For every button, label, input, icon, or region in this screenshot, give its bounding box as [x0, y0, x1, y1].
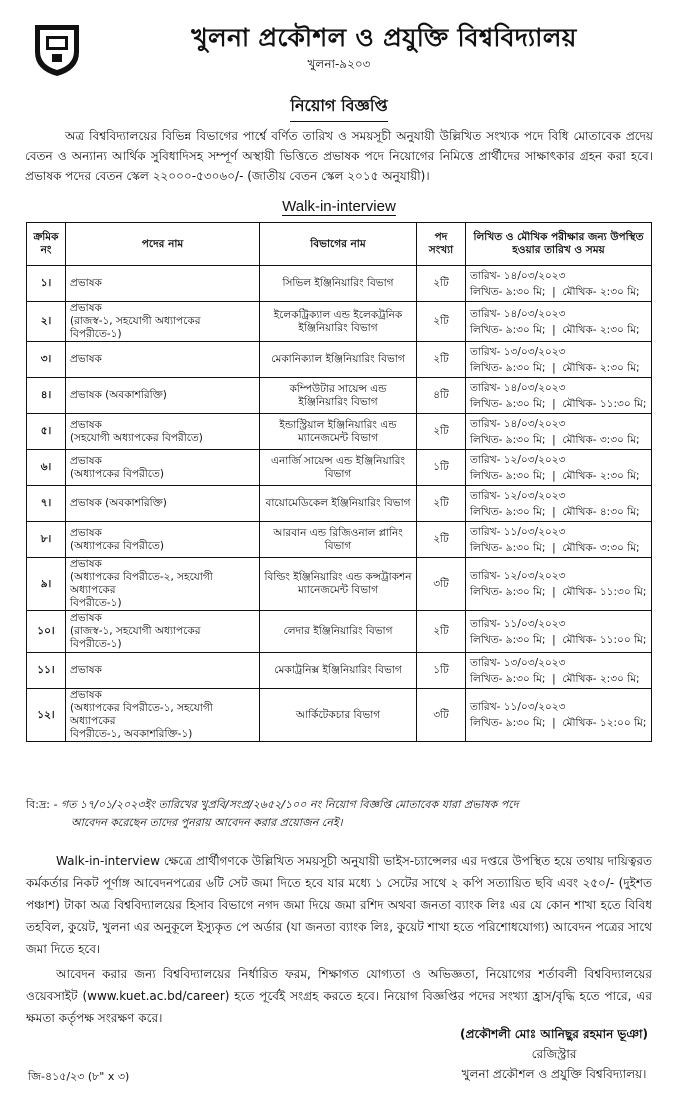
- post-note: (অধ্যাপকের বিপরীতে-২, সহযোগী অধ্যাপকের: [70, 571, 213, 596]
- date-label: তারিখ-: [470, 381, 501, 394]
- count-cell: ৪টি: [417, 378, 466, 414]
- written-label: লিখিত-: [470, 285, 503, 298]
- post-name: প্রভাষক: [70, 664, 102, 676]
- viva-time: ২:৩০ মি;: [599, 672, 640, 685]
- post-cell: [66, 342, 260, 378]
- dept-cell: মেকানিক্যাল ইঞ্জিনিয়ারিং বিভাগ: [260, 342, 417, 378]
- post-note-cont: বিপরীতে-১, অবকাশরিক্তি-১): [70, 728, 193, 740]
- table-header-row: [27, 223, 652, 266]
- written-label: লিখিত-: [470, 541, 503, 554]
- viva-label: মৌখিক-: [562, 633, 597, 646]
- written-label: লিখিত-: [470, 361, 503, 374]
- viva-time: ২:৩০ মি;: [599, 361, 640, 374]
- dept-cell: বায়োমেডিকেল ইঞ্জিনিয়ারিং বিভাগ: [260, 486, 417, 522]
- dept-cell: লেদার ইঞ্জিনিয়ারিং বিভাগ: [260, 611, 417, 653]
- post-name: প্রভাষক: [70, 558, 102, 570]
- post-name: প্রভাষক: [70, 612, 102, 624]
- header-post: পদের নাম: [66, 223, 260, 266]
- viva-label: মৌখিক-: [562, 717, 597, 729]
- post-note: (রাজস্ব-১, সহযোগী অধ্যাপকের বিপরীতে-১): [70, 315, 201, 340]
- schedule-cell: তারিখ- ১১/০৩/২০২৩ লিখিত- ৯:৩০ মি; | মৌখিক- ১১:০০ মি;: [466, 611, 652, 653]
- written-time: ৯:৩০ মি;: [505, 285, 546, 298]
- written-label: লিখিত-: [470, 469, 503, 482]
- signatory-designation: রেজিস্ট্রার: [531, 1047, 577, 1061]
- count-cell: ২টি: [417, 342, 466, 378]
- serial-cell: ১।: [27, 266, 66, 302]
- viva-label: মৌখিক-: [562, 541, 597, 554]
- website-instructions: আবেদন করার জন্য বিশ্ববিদ্যালয়ের নির্ধারিত ফরম, শিক্ষাগত যোগ্যতা ও অভিজ্ঞতা, নিয়োগের শর্তাবলী বিশ্ববিদ্যালয়ের ওয়েবসাইট (www.kuet.ac.bd/career) হতে পূর্বেই সংগ্রহ করতে হবে। নিয়োগ বিজ্ঞপ্তির পদের সংখ্যা হ্রাস/বৃদ্ধি হতে পারে, এর ক্ষমতা কর্তৃপক্ষ সংরক্ষণ করে।: [26, 967, 652, 1025]
- reference-number: জি-৪১৫/২৩ (৮" x ৩): [28, 1070, 130, 1083]
- date-label: তারিখ-: [470, 656, 501, 669]
- header-schedule: লিখিত ও মৌখিক পরীক্ষার জন্য উপস্থিত হওয়ার তারিখ ও সময়: [466, 223, 652, 266]
- viva-time: ১২:০০ মি;: [599, 717, 647, 729]
- interview-date: ১১/০৩/২০২৩: [503, 617, 566, 630]
- count-cell: ২টি: [417, 302, 466, 342]
- post-cell: [66, 450, 260, 486]
- written-time: ৯:৩০ মি;: [505, 397, 546, 410]
- interview-date: ১৩/০৩/২০২৩: [503, 345, 566, 358]
- date-label: তারিখ-: [470, 453, 501, 466]
- interview-date: ১৪/০৩/২০২৩: [503, 417, 566, 430]
- post-name: প্রভাষক (অবকাশরিক্তি): [70, 389, 167, 401]
- dept-cell: ইন্ডাস্ট্রিয়াল ইঞ্জিনিয়ারিং এন্ড ম্যানেজমেন্ট বিভাগ: [260, 414, 417, 450]
- viva-time: ২:৩০ মি;: [599, 323, 640, 336]
- written-label: লিখিত-: [470, 323, 503, 336]
- viva-label: মৌখিক-: [562, 586, 597, 598]
- count-cell: ১টি: [417, 450, 466, 486]
- serial-cell: ৩।: [27, 342, 66, 378]
- schedule-cell: তারিখ- ১২/০৩/২০২৩ লিখিত- ৯:৩০ মি; | মৌখিক- ১১:৩০ মি;: [466, 558, 652, 611]
- schedule-cell: তারিখ- ১৪/০৩/২০২৩ লিখিত- ৯:৩০ মি; | মৌখিক- ৩:৩০ মি;: [466, 414, 652, 450]
- dept-cell: বিল্ডিং ইঞ্জিনিয়ারিং এন্ড কন্সট্রাকশন ম্যানেজমেন্ট বিভাগ: [260, 558, 417, 611]
- viva-time: ৪:৩০ মি;: [599, 505, 640, 518]
- written-time: ৯:৩০ মি;: [505, 505, 546, 518]
- viva-time: ২:৩০ মি;: [599, 469, 640, 482]
- notice-title: নিয়োগ বিজ্ঞপ্তি: [290, 93, 387, 122]
- count-cell: ২টি: [417, 611, 466, 653]
- table-row: [27, 558, 652, 611]
- university-name: খুলনা প্রকৌশল ও প্রযুক্তি বিশ্ববিদ্যালয়: [191, 23, 577, 52]
- date-label: তারিখ-: [470, 307, 501, 320]
- interview-date: ১২/০৩/২০২৩: [503, 453, 566, 466]
- count-cell: ২টি: [417, 486, 466, 522]
- signatory-name: (প্রকৌশলী মোঃ আনিছুর রহমান ভূঞা): [460, 1027, 648, 1041]
- written-time: ৯:৩০ মি;: [505, 469, 546, 482]
- written-time: ৯:৩০ মি;: [505, 541, 546, 554]
- table-row: [27, 378, 652, 414]
- viva-label: মৌখিক-: [562, 672, 597, 685]
- city-postcode: খুলনা-৯২০৩: [307, 57, 371, 71]
- written-time: ৯:৩০ মি;: [505, 672, 546, 685]
- viva-label: মৌখিক-: [562, 285, 597, 298]
- table-row: [27, 486, 652, 522]
- note-label: বি:দ্র:: [26, 798, 50, 811]
- post-cell: [66, 266, 260, 302]
- post-cell: [66, 486, 260, 522]
- written-time: ৯:৩০ মি;: [505, 717, 546, 729]
- written-label: লিখিত-: [470, 633, 503, 646]
- interview-date: ১৪/০৩/২০২৩: [503, 269, 566, 282]
- schedule-cell: তারিখ- ১৩/০৩/২০২৩ লিখিত- ৯:৩০ মি; | মৌখিক- ২:৩০ মি;: [466, 653, 652, 689]
- note: [26, 796, 652, 832]
- written-label: লিখিত-: [470, 505, 503, 518]
- count-cell: ২টি: [417, 522, 466, 558]
- written-label: লিখিত-: [470, 586, 503, 598]
- schedule-cell: তারিখ- ১২/০৩/২০২৩ লিখিত- ৯:৩০ মি; | মৌখিক- ৪:৩০ মি;: [466, 486, 652, 522]
- application-instructions: Walk-in-interview ক্ষেত্রে প্রার্থীগণকে উল্লিখিত সময়সূচী অনুযায়ী ভাইস-চ্যান্সেলর এর দপ্তরে উপস্থিত হয়ে তথায় দায়িত্বরত কর্মকর্তার নিকট পূর্ণাঙ্গ আবেদনপত্রের ৬টি সেট জমা দিতে হবে যার মধ্যে ১ সেটের সাথে ২ কপি সত্যায়িত ছবি এবং ২৫০/- (দুইশত পঞ্চাশ) টাকা অত্র বিশ্ববিদ্যালয়ের হিসাব বিভাগে নগদ জমা দিয়ে জমা রশিদ অথবা জনতা ব্যাংক লিঃ এর যে কোন শাখা হতে বিবিধ তহবিল, কুয়েট, খুলনা এর অনুকূলে ইস্যুকৃত পে অর্ডার (যা জনতা ব্যাংক লিঃ, কুয়েট শাখা হতে পরিশোধযোগ্য) আবেদন পত্রের সাথে জমা দিতে হবে।: [26, 854, 652, 956]
- viva-time: ২:৩০ মি;: [599, 285, 640, 298]
- letterhead: [0, 0, 678, 88]
- post-note: (অধ্যাপকের বিপরীতে): [70, 539, 164, 552]
- count-cell: ৩টি: [417, 689, 466, 742]
- note-line-1: - গত ১৭/০১/২০২৩ইং তারিখের খুপ্রবি/সংপ্র/২৬৫২/১০০ নং নিয়োগ বিজ্ঞপ্তি মোতাবেক যারা প্রভাষক পদে: [53, 798, 519, 811]
- written-time: ৯:৩০ মি;: [505, 323, 546, 336]
- table-row: [27, 522, 652, 558]
- schedule-cell: তারিখ- ১৩/০৩/২০২৩ লিখিত- ৯:৩০ মি; | মৌখিক- ২:৩০ মি;: [466, 342, 652, 378]
- post-cell: [66, 522, 260, 558]
- dept-cell: মেকাট্রনিক্স ইঞ্জিনিয়ারিং বিভাগ: [260, 653, 417, 689]
- table-row: [27, 450, 652, 486]
- viva-time: ১১:০০ মি;: [599, 633, 647, 646]
- post-name: প্রভাষক: [70, 353, 102, 365]
- header-dept: বিভাগের নাম: [260, 223, 417, 266]
- serial-cell: ৯।: [27, 558, 66, 611]
- viva-label: মৌখিক-: [562, 323, 597, 336]
- dept-cell: আর্কিটেকচার বিভাগ: [260, 689, 417, 742]
- post-name: প্রভাষক: [70, 526, 102, 539]
- dept-cell: আরবান এন্ড রিজিওনাল প্লানিং বিভাগ: [260, 522, 417, 558]
- schedule-cell: তারিখ- ১২/০৩/২০২৩ লিখিত- ৯:৩০ মি; | মৌখিক- ২:৩০ মি;: [466, 450, 652, 486]
- post-cell: [66, 653, 260, 689]
- dept-cell: ইলেকট্রিক্যাল এন্ড ইলেকট্রনিক ইঞ্জিনিয়ারিং বিভাগ: [260, 302, 417, 342]
- viva-label: মৌখিক-: [562, 505, 597, 518]
- interview-date: ১৩/০৩/২০২৩: [503, 656, 566, 669]
- serial-cell: ৮।: [27, 522, 66, 558]
- viva-label: মৌখিক-: [562, 361, 597, 374]
- post-name: প্রভাষক (অবকাশরিক্তি): [70, 497, 167, 509]
- date-label: তারিখ-: [470, 345, 501, 358]
- table-row: [27, 689, 652, 742]
- table-row: [27, 342, 652, 378]
- date-label: তারিখ-: [470, 570, 501, 582]
- post-cell: [66, 611, 260, 653]
- post-note: (সহযোগী অধ্যাপকের বিপরীতে): [70, 431, 203, 444]
- written-time: ৯:৩০ মি;: [505, 633, 546, 646]
- schedule-cell: তারিখ- ১৪/০৩/২০২৩ লিখিত- ৯:৩০ মি; | মৌখিক- ২:৩০ মি;: [466, 302, 652, 342]
- written-time: ৯:৩০ মি;: [505, 586, 546, 598]
- post-name: প্রভাষক: [70, 418, 102, 431]
- intro-paragraph: অত্র বিশ্ববিদ্যালয়ের বিভিন্ন বিভাগের পার্শ্বে বর্ণিত তারিখ ও সময়সূচী অনুযায়ী উল্লিখিত সংখ্যক পদে বিধি মোতাবেক প্রদেয় বেতন ও অন্যান্য আর্থিক সুবিধাদিসহ সম্পূর্ণ অস্থায়ী ভিত্তিতে প্রভাষক পদে নিয়োগের নিমিত্তে প্রার্থীদের সাক্ষাৎকার গ্রহন করা হবে। প্রভাষক পদের বেতন স্কেল ২২০০০-৫৩০৬০/- (জাতীয় বেতন স্কেল ২০১৫ অনুযায়ী)।: [25, 129, 653, 183]
- header-count: পদ সংখ্যা: [417, 223, 466, 266]
- viva-label: মৌখিক-: [562, 397, 597, 410]
- serial-cell: ৭।: [27, 486, 66, 522]
- table-row: [27, 302, 652, 342]
- date-label: তারিখ-: [470, 489, 501, 502]
- header-sl: ক্রমিক নং: [27, 223, 66, 266]
- viva-time: ১১:৩০ মি;: [599, 397, 647, 410]
- table-row: [27, 414, 652, 450]
- serial-cell: ১১।: [27, 653, 66, 689]
- note-line-2: আবেদন করেছেন তাদের পুনরায় আবেদন করার প্রয়োজন নেই।: [71, 816, 343, 829]
- post-cell: [66, 558, 260, 611]
- viva-time: ১১:৩০ মি;: [599, 586, 647, 598]
- walk-in-heading: Walk-in-interview: [282, 198, 396, 215]
- table-body: [27, 266, 652, 742]
- schedule-cell: তারিখ- ১১/০৩/২০২৩ লিখিত- ৯:৩০ মি; | মৌখিক- ৩:৩০ মি;: [466, 522, 652, 558]
- written-label: লিখিত-: [470, 397, 503, 410]
- vacancy-table: [26, 222, 652, 742]
- interview-date: ১৪/০৩/২০২৩: [503, 381, 566, 394]
- viva-time: ৩:৩০ মি;: [599, 433, 640, 446]
- post-name: প্রভাষক: [70, 689, 102, 701]
- table-row: [27, 611, 652, 653]
- schedule-cell: তারিখ- ১৪/০৩/২০২৩ লিখিত- ৯:৩০ মি; | মৌখিক- ২:৩০ মি;: [466, 266, 652, 302]
- post-cell: [66, 378, 260, 414]
- count-cell: ৩টি: [417, 558, 466, 611]
- post-cell: [66, 414, 260, 450]
- serial-cell: ১২।: [27, 689, 66, 742]
- written-label: লিখিত-: [470, 433, 503, 446]
- date-label: তারিখ-: [470, 701, 501, 713]
- date-label: তারিখ-: [470, 525, 501, 538]
- interview-date: ১৪/০৩/২০২৩: [503, 307, 566, 320]
- post-note: (অধ্যাপকের বিপরীতে-১, সহযোগী অধ্যাপকের: [70, 702, 213, 727]
- dept-cell: কম্পিউটার সায়েন্স এন্ড ইঞ্জিনিয়ারিং বিভাগ: [260, 378, 417, 414]
- dept-cell: এনার্জি সায়েন্স এন্ড ইঞ্জিনিয়ারিং বিভাগ: [260, 450, 417, 486]
- written-time: ৯:৩০ মি;: [505, 433, 546, 446]
- date-label: তারিখ-: [470, 269, 501, 282]
- post-note: (রাজস্ব-১, সহযোগী অধ্যাপকের বিপরীতে-১): [70, 625, 201, 650]
- written-time: ৯:৩০ মি;: [505, 361, 546, 374]
- serial-cell: ৫।: [27, 414, 66, 450]
- table-row: [27, 653, 652, 689]
- interview-date: ১২/০৩/২০২৩: [503, 570, 566, 582]
- schedule-cell: তারিখ- ১৪/০৩/২০২৩ লিখিত- ৯:৩০ মি; | মৌখিক- ১১:৩০ মি;: [466, 378, 652, 414]
- interview-date: ১১/০৩/২০২৩: [503, 701, 566, 713]
- post-name: প্রভাষক: [70, 277, 102, 289]
- count-cell: ১টি: [417, 653, 466, 689]
- post-note: (অধ্যাপকের বিপরীতে): [70, 467, 164, 480]
- date-label: তারিখ-: [470, 417, 501, 430]
- count-cell: ২টি: [417, 414, 466, 450]
- signature-block: [460, 1024, 648, 1084]
- table-row: [27, 266, 652, 302]
- written-label: লিখিত-: [470, 717, 503, 729]
- count-cell: ২টি: [417, 266, 466, 302]
- dept-cell: সিভিল ইঞ্জিনিয়ারিং বিভাগ: [260, 266, 417, 302]
- post-name: প্রভাষক: [70, 454, 102, 467]
- viva-time: ৩:৩০ মি;: [599, 541, 640, 554]
- post-cell: [66, 689, 260, 742]
- viva-label: মৌখিক-: [562, 433, 597, 446]
- serial-cell: ১০।: [27, 611, 66, 653]
- viva-label: মৌখিক-: [562, 469, 597, 482]
- serial-cell: ৬।: [27, 450, 66, 486]
- serial-cell: ৪।: [27, 378, 66, 414]
- interview-date: ১১/০৩/২০২৩: [503, 525, 566, 538]
- written-label: লিখিত-: [470, 672, 503, 685]
- post-note-cont: বিপরীতে-১): [70, 597, 122, 609]
- date-label: তারিখ-: [470, 617, 501, 630]
- signatory-org: খুলনা প্রকৌশল ও প্রযুক্তি বিশ্ববিদ্যালয়।: [461, 1067, 647, 1081]
- post-name: প্রভাষক: [70, 302, 102, 314]
- serial-cell: ২।: [27, 302, 66, 342]
- post-cell: [66, 302, 260, 342]
- schedule-cell: তারিখ- ১১/০৩/২০২৩ লিখিত- ৯:৩০ মি; | মৌখিক- ১২:০০ মি;: [466, 689, 652, 742]
- interview-date: ১২/০৩/২০২৩: [503, 489, 566, 502]
